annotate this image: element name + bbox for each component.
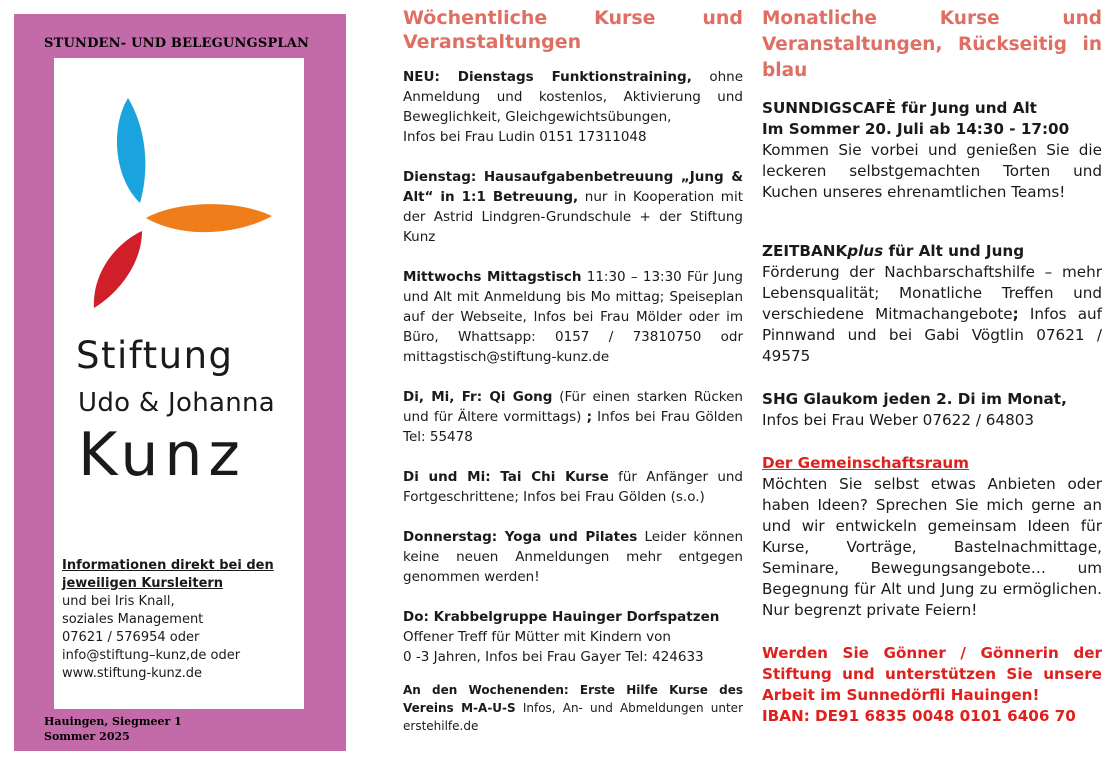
entry-text: Infos bei Frau Weber 07622 / 64803 — [762, 411, 1035, 429]
contact-line: und bei Iris Knall, — [62, 594, 175, 609]
plan-title: STUNDEN- UND BELEGUNGSPLAN — [44, 36, 310, 51]
contact-website: www.stiftung-kunz.de — [62, 666, 202, 681]
weekly-entry — [403, 607, 743, 667]
monthly-entry — [762, 389, 1102, 431]
entry-title: Mittwochs Mittagstisch — [403, 269, 582, 285]
entry-text: Förderung der Nachbarschaftshilfe – mehr Lebensqualität; Monatliche Treffen und verschiedene Mitmachangebote — [762, 263, 1102, 323]
monthly-column — [762, 6, 1102, 727]
weekly-entry — [403, 467, 743, 507]
contact-phone: 07621 / 576954 oder — [62, 630, 200, 645]
weekly-entry — [403, 167, 743, 247]
entry-contact: Infos bei Frau Ludin 0151 17311048 — [403, 129, 647, 145]
contact-email: info@stiftung–kunz,de oder — [62, 648, 241, 663]
logo-red-leaf — [94, 231, 142, 308]
entry-text: für Anfänger und Fortgeschrittene; Infos bei Frau Gölden (s.o.) — [403, 469, 744, 505]
weekly-heading: Wöchentliche Kurse und Veranstaltungen — [403, 7, 743, 53]
logo-text-kunz: Kunz — [78, 420, 246, 490]
entry-separator: ; — [1012, 305, 1019, 323]
logo-text-stiftung: Stiftung — [76, 334, 234, 377]
logo-blue-leaf — [117, 98, 145, 203]
entry-title: Der Gemeinschaftsraum — [762, 454, 969, 472]
logo-orange-leaf — [146, 204, 272, 232]
entry-title: Dienstag: Hausaufgabenbetreuung „Jung & Alt“ in 1:1 Betreuung, — [403, 169, 743, 205]
donation-appeal — [762, 643, 1102, 727]
contact-heading-line1: Informationen direkt bei den — [62, 558, 274, 573]
foundation-logo — [54, 58, 304, 328]
season: Sommer 2025 — [44, 730, 130, 743]
entry-separator: ; — [586, 409, 592, 425]
entry-contact: 0 -3 Jahren, Infos bei Frau Gayer Tel: 424633 — [403, 649, 704, 665]
contact-heading-line2: jeweiligen Kursleitern — [62, 576, 224, 591]
entry-text: ohne Anmeldung und kostenlos, Aktivierung und Beweglichkeit, Gleichgewichtsübungen, — [403, 69, 743, 125]
contact-info — [62, 557, 298, 683]
address: Hauingen, Siegmeer 1 — [44, 715, 182, 728]
entry-contact: Infos bei Frau Gölden Tel: 55478 — [403, 409, 743, 445]
weekly-entry — [403, 527, 743, 587]
entry-title: NEU: Dienstags Funktionstraining, — [403, 69, 692, 85]
entry-title: Di, Mi, Fr: Qi Gong — [403, 389, 553, 405]
iban: IBAN: DE91 6835 0048 0101 6406 70 — [762, 707, 1076, 725]
weekly-entry — [403, 267, 743, 367]
entry-text: Leider können keine neuen Anmeldungen mehr entgegen genommen werden! — [403, 529, 743, 585]
entry-title: Do: Krabbelgruppe Hauinger Dorfspatzen — [403, 609, 720, 625]
entry-title-plus: plus — [847, 242, 884, 260]
entry-title: Di und Mi: Tai Chi Kurse — [403, 469, 609, 485]
weekly-entry — [403, 67, 743, 147]
entry-text: (Für einen starken Rücken und für Ältere vormittags) — [403, 389, 743, 425]
monthly-entry — [762, 241, 1102, 367]
entry-text: Kommen Sie vorbei und genießen Sie die leckeren selbstgemachten Torten und Kuchen unseres ehrenamtlichen Teams! — [762, 141, 1102, 201]
entry-contact: Infos auf Pinnwand und bei Gabi Vögtlin 07621 / 49575 — [762, 305, 1102, 365]
monthly-entry — [762, 98, 1102, 203]
appeal-text: Werden Sie Gönner / Gönnerin der Stiftung und unterstützen Sie unsere Arbeit im Sunnedörfli Hauingen! — [762, 644, 1102, 704]
monthly-entry — [762, 453, 1102, 621]
weekly-entry — [403, 387, 743, 447]
entry-title: An den Wochenenden: Erste Hilfe Kurse des Vereins M-A-U-S — [403, 683, 743, 715]
weekly-entry — [403, 681, 743, 735]
entry-title-part: für Alt und Jung — [883, 242, 1025, 260]
entry-text: nur in Kooperation mit der Astrid Lindgren-Grundschule + der Stiftung Kunz — [403, 189, 743, 245]
cover-panel — [14, 14, 346, 751]
contact-line: soziales Management — [62, 612, 204, 627]
entry-title: Donnerstag: Yoga und Pilates — [403, 529, 638, 545]
monthly-heading: Monatliche Kurse und Veranstaltungen, Rückseitig in blau — [762, 8, 1102, 81]
entry-title: SUNNDIGSCAFÈ für Jung und Alt — [762, 99, 1037, 117]
entry-title: SHG Glaukom jeden 2. Di im Monat, — [762, 390, 1067, 408]
entry-text: 11:30 – 13:30 Für Jung und Alt mit Anmeldung bis Mo mittag; Speiseplan auf der Webseite, Infos bei Frau Mölder oder im Büro, Whattsapp: 0157 / 73810750 odr mittagstisch@stiftung-kunz.de — [403, 269, 744, 365]
entry-date: Im Sommer 20. Juli ab 14:30 - 17:00 — [762, 120, 1070, 138]
cover-inner-page — [54, 58, 304, 709]
cover-footer — [44, 714, 182, 744]
entry-text: Möchten Sie selbst etwas Anbieten oder haben Ideen? Sprechen Sie mich gerne an und wir entwickeln gemeinsam Ideen für Kurse, Vorträge, Bastelnachmittage, Seminare, Bewegungsangebote… um Begegnung für Alt und Jung zu ermöglichen. Nur begrenzt private Feiern! — [762, 475, 1102, 619]
entry-title — [762, 242, 1024, 260]
entry-text: Infos, An- und Abmeldungen unter erstehilfe.de — [403, 701, 743, 733]
entry-title-part: ZEITBANK — [762, 242, 848, 260]
weekly-column — [403, 6, 743, 735]
logo-text-names: Udo & Johanna — [78, 388, 276, 418]
entry-text: Offener Treff für Mütter mit Kindern von — [403, 629, 671, 645]
